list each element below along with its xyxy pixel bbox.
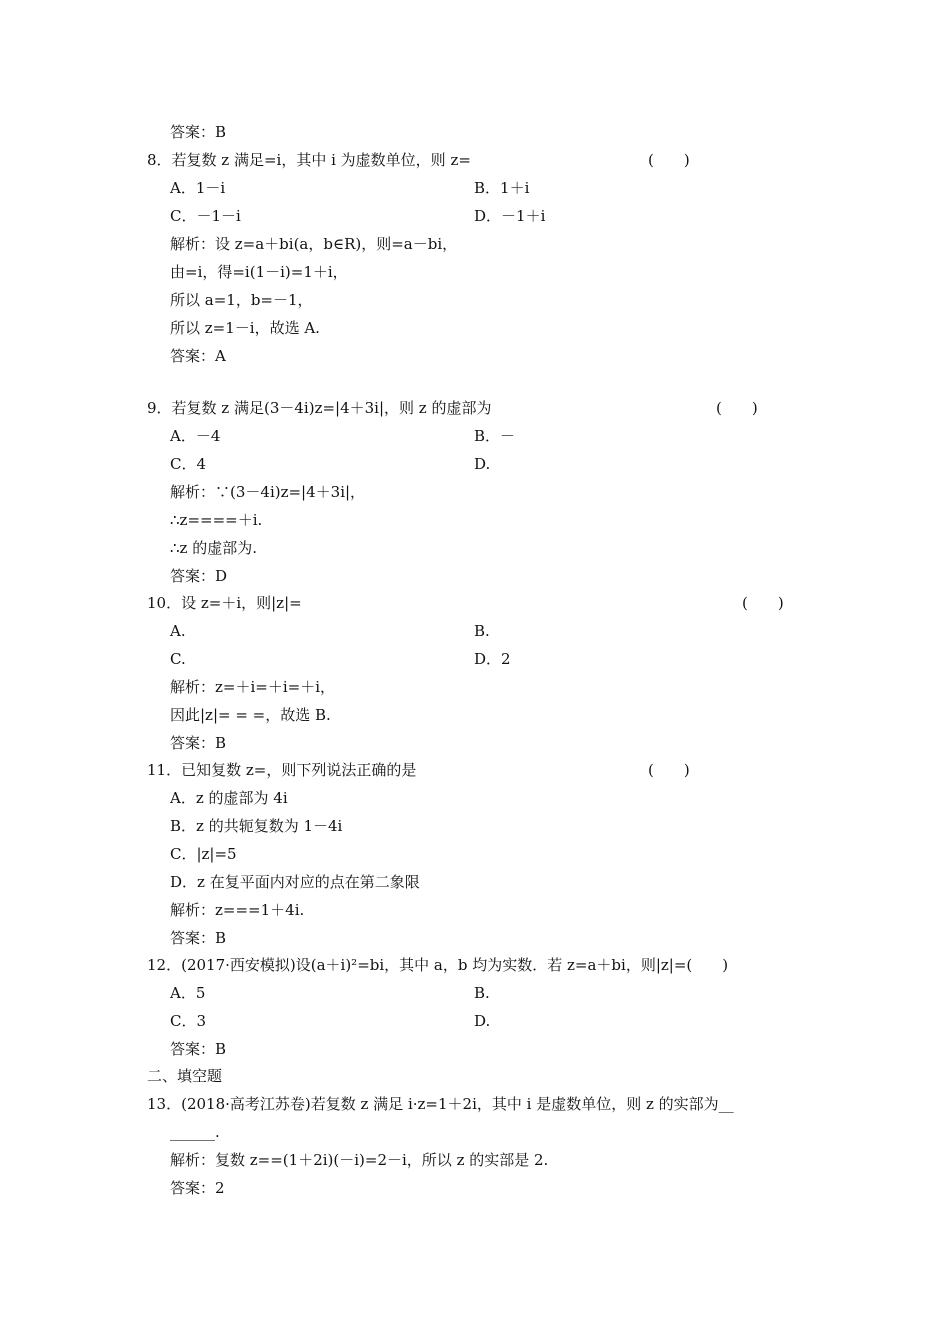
q10-option-a: A.	[170, 622, 186, 640]
q8-solution-line: 所以 z=1－i，故选 A.	[170, 319, 320, 337]
q12-answer: 答案：B	[170, 1040, 227, 1058]
q12-option-c: C．3	[170, 1012, 207, 1030]
q13-answer: 答案：2	[170, 1179, 225, 1197]
q8-answer: 答案：A	[170, 347, 226, 365]
q11-solution-line: 解析：z===1＋4i.	[170, 901, 305, 919]
q13-stem: 13．(2018·高考江苏卷)若复数 z 满足 i·z=1＋2i，其中 i 是虚数单位，则 z 的实部为__	[147, 1095, 734, 1113]
q12-option-b: B.	[474, 984, 490, 1002]
q8-option-c: C．－1－i	[170, 207, 241, 225]
q11-option-c: C．|z|=5	[170, 845, 237, 863]
q13-stem-continuation: ______.	[170, 1123, 220, 1141]
previous-answer: 答案：B	[170, 123, 227, 141]
q9-option-b: B．－	[474, 427, 516, 445]
q10-solution-line: 因此|z|= = =，故选 B.	[170, 706, 331, 724]
q8-answer-blank: ( )	[648, 151, 690, 169]
q12-option-d: D.	[474, 1012, 491, 1030]
q10-answer-blank: ( )	[742, 594, 784, 612]
q11-answer-blank: ( )	[648, 761, 690, 779]
q9-answer-blank: ( )	[716, 399, 758, 417]
q10-option-c: C.	[170, 650, 186, 668]
q8-solution-line: 所以 a=1，b=－1，	[170, 291, 313, 309]
section-heading: 二、填空题	[147, 1067, 223, 1085]
q9-solution-line: ∴z 的虚部为.	[170, 539, 257, 557]
q8-solution-line: 解析：设 z=a＋bi(a，b∈R)，则=a－bi，	[170, 235, 458, 253]
q12-option-a: A．5	[170, 984, 206, 1002]
q12-stem: 12．(2017·西安模拟)设(a＋i)²=bi，其中 a，b 均为实数．若 z=a＋bi，则|z|=( )	[147, 956, 729, 974]
q10-option-d: D．2	[474, 650, 511, 668]
q9-solution-line: 解析：∵(3－4i)z=|4＋3i|，	[170, 483, 366, 501]
q9-solution-line: ∴z====＋i.	[170, 511, 263, 529]
q9-stem: 9．若复数 z 满足(3－4i)z=|4＋3i|，则 z 的虚部为	[147, 399, 492, 417]
q10-option-b: B.	[474, 622, 490, 640]
q9-option-c: C．4	[170, 455, 207, 473]
q10-answer: 答案：B	[170, 734, 227, 752]
q8-option-b: B．1＋i	[474, 179, 530, 197]
q13-solution-line: 解析：复数 z==(1＋2i)(－i)=2－i，所以 z 的实部是 2.	[170, 1151, 549, 1169]
q11-answer: 答案：B	[170, 929, 227, 947]
q11-stem: 11．已知复数 z=，则下列说法正确的是	[147, 761, 417, 779]
q8-option-a: A．1－i	[170, 179, 226, 197]
q10-solution-line: 解析：z=＋i=＋i=＋i，	[170, 678, 336, 696]
q11-option-a: A．z 的虚部为 4i	[170, 789, 288, 807]
q9-answer: 答案：D	[170, 567, 228, 585]
q10-stem: 10．设 z=＋i，则|z|=	[147, 594, 302, 612]
q8-solution-line: 由=i，得=i(1－i)=1＋i，	[170, 263, 348, 281]
q9-option-d: D.	[474, 455, 491, 473]
q11-option-b: B．z 的共轭复数为 1－4i	[170, 817, 343, 835]
q9-option-a: A．－4	[170, 427, 221, 445]
q8-option-d: D．－1＋i	[474, 207, 546, 225]
q8-stem: 8．若复数 z 满足=i，其中 i 为虚数单位，则 z=	[147, 151, 471, 169]
q11-option-d: D．z 在复平面内对应的点在第二象限	[170, 873, 420, 891]
